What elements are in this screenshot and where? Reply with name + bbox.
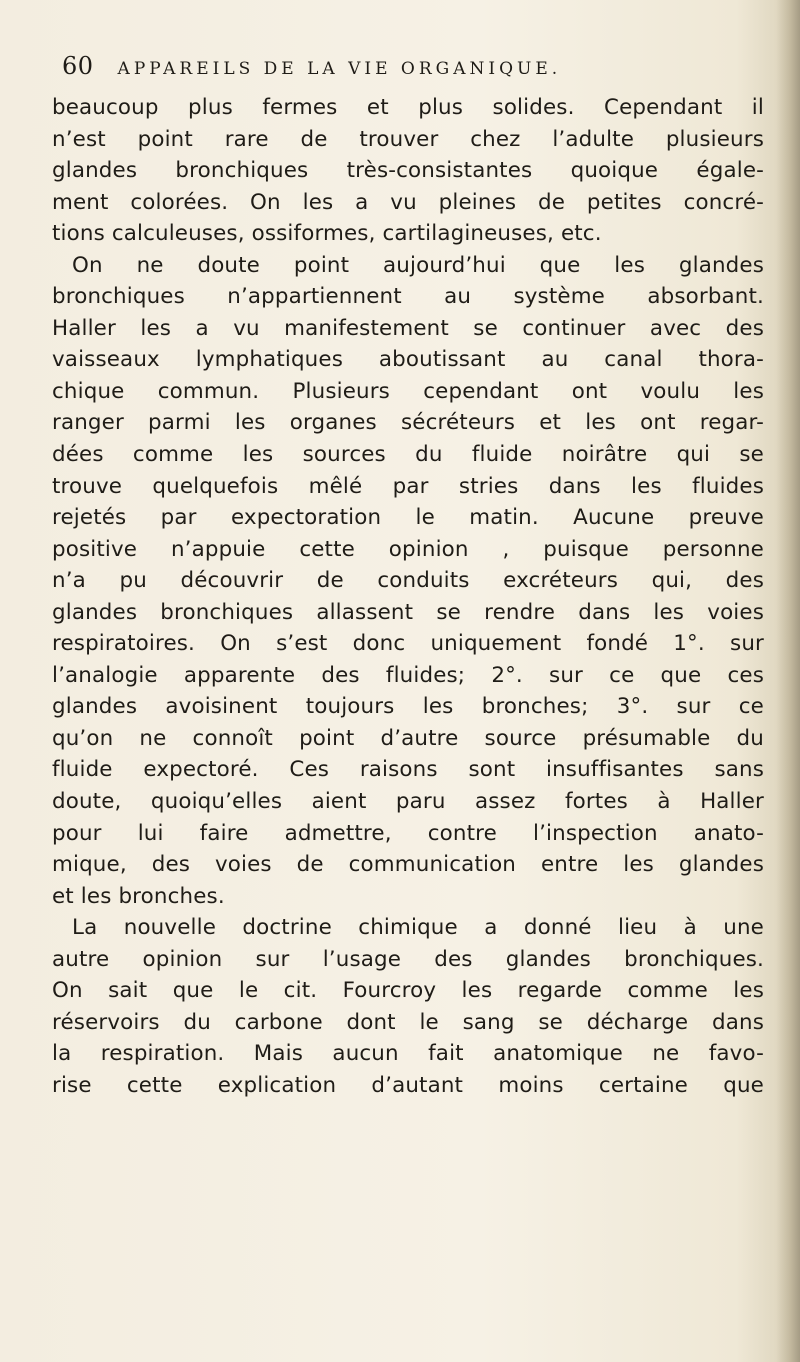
text-line: réservoirs du carbone dont le sang se décharge dans bbox=[52, 1009, 764, 1035]
text-line: glandes bronchiques allassent se rendre dans les voies bbox=[52, 599, 764, 625]
text-line: fluide expectoré. Ces raisons sont insuffisantes sans bbox=[52, 757, 764, 783]
text-line: et les bronches. bbox=[52, 883, 225, 909]
text-line: qu’on ne connoît point d’autre source présumable du bbox=[52, 725, 764, 751]
text-line: vaisseaux lymphatiques aboutissant au canal thora- bbox=[52, 347, 764, 373]
text-line: glandes bronchiques très-consistantes quoique égale- bbox=[52, 158, 764, 184]
page-edge-shadow bbox=[776, 0, 800, 1362]
text-line: ment colorées. On les a vu pleines de petites concré- bbox=[52, 189, 764, 215]
text-line: doute, quoiqu’elles aient paru assez fortes à Haller bbox=[52, 789, 764, 815]
text-line: positive n’appuie cette opinion , puisque personne bbox=[52, 536, 764, 562]
text-line: la respiration. Mais aucun fait anatomique ne favo- bbox=[52, 1041, 764, 1067]
text-line: La nouvelle doctrine chimique a donné lieu à une bbox=[72, 915, 764, 941]
text-line: n’a pu découvrir de conduits excréteurs qui, des bbox=[52, 568, 764, 594]
text-line: On ne doute point aujourd’hui que les glandes bbox=[72, 252, 764, 278]
text-line: ranger parmi les organes sécréteurs et les ont regar- bbox=[52, 410, 764, 436]
text-line: dées comme les sources du fluide noirâtre qui se bbox=[52, 442, 764, 468]
page-header bbox=[62, 52, 762, 88]
text-line: tions calculeuses, ossiformes, cartilagineuses, etc. bbox=[52, 221, 602, 247]
text-line: mique, des voies de communication entre les glandes bbox=[52, 852, 764, 878]
text-line: On sait que le cit. Fourcroy les regarde comme les bbox=[52, 978, 764, 1004]
text-line: rejetés par expectoration le matin. Aucune preuve bbox=[52, 505, 764, 531]
text-line: beaucoup plus fermes et plus solides. Cependant il bbox=[52, 95, 764, 120]
text-line: n’est point rare de trouver chez l’adulte plusieurs bbox=[52, 126, 764, 152]
text-line: glandes avoisinent toujours les bronches; 3°. sur ce bbox=[52, 694, 764, 720]
running-head: APPAREILS DE LA VIE ORGANIQUE. bbox=[117, 59, 562, 79]
text-line: chique commun. Plusieurs cependant ont voulu les bbox=[52, 378, 764, 404]
text-line: trouve quelquefois mêlé par stries dans les fluides bbox=[52, 473, 764, 499]
text-line: Haller les a vu manifestement se continuer avec des bbox=[52, 315, 764, 341]
text-line: bronchiques n’appartiennent au système absorbant. bbox=[52, 284, 764, 310]
text-line: rise cette explication d’autant moins certaine que bbox=[52, 1072, 764, 1098]
text-line: pour lui faire admettre, contre l’inspection anato- bbox=[52, 820, 764, 846]
page-number: 60 bbox=[62, 52, 94, 80]
text-line: autre opinion sur l’usage des glandes bronchiques. bbox=[52, 946, 764, 972]
text-line: l’analogie apparente des fluides; 2°. sur ce que ces bbox=[52, 662, 764, 688]
body-text bbox=[52, 92, 764, 1102]
text-line: respiratoires. On s’est donc uniquement fondé 1°. sur bbox=[52, 631, 764, 657]
